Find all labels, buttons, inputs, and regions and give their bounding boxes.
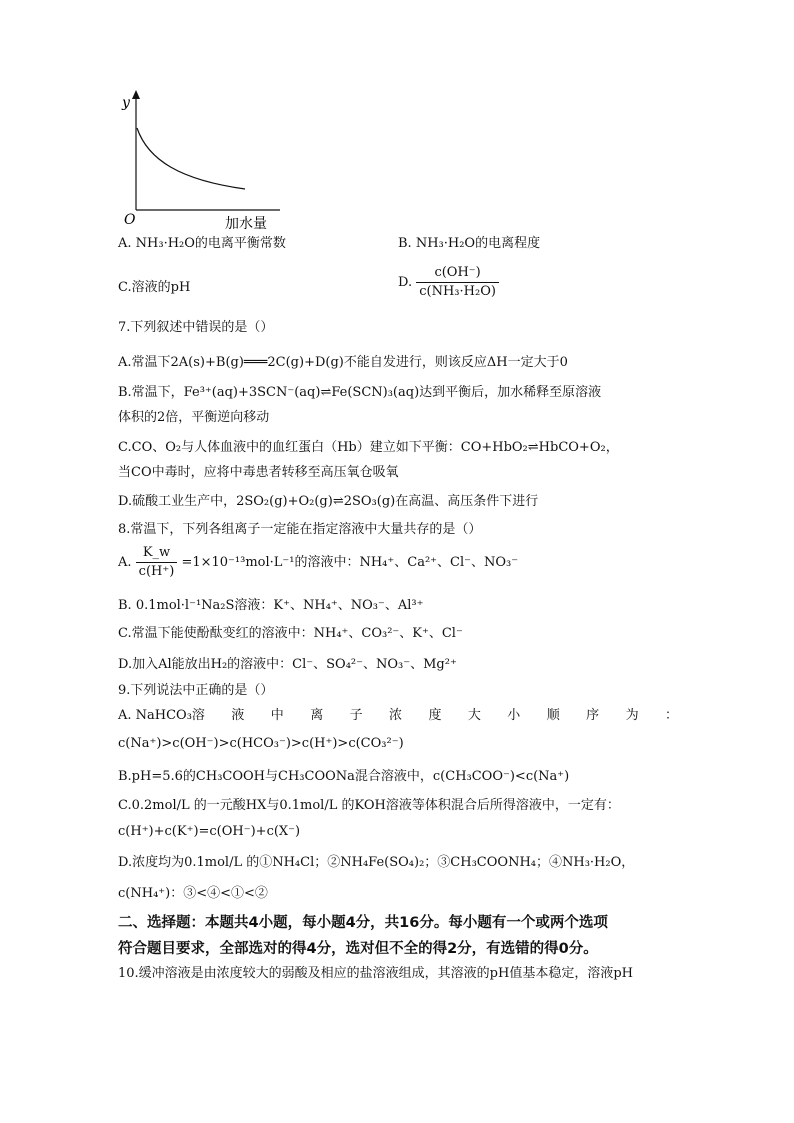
word: 小 [507,708,521,723]
q7-option-c-line2: 当CO中毒时，应将中毒患者转移至高压氧仓吸氧 [118,465,399,480]
q8-option-b: B. 0.1mol·l⁻¹Na₂S溶液：K⁺、NH₄⁺、NO₃⁻、Al³⁺ [118,598,424,613]
q8-option-d: D.加入Al能放出H₂的溶液中：Cl⁻、SO₄²⁻、NO₃⁻、Mg²⁺ [118,657,457,672]
dilution-graph [110,88,290,233]
q9-option-a-line1 [118,706,678,726]
q7-option-c-line1: C.CO、O₂与人体血液中的血红蛋白（Hb）建立如下平衡：CO+HbO₂⇌HbCO+O₂， [118,440,619,455]
origin-label: O [124,212,136,228]
word: 离 [310,708,324,723]
q6-option-b: B. NH₃·H₂O的电离程度 [398,236,541,251]
q7-stem: 7.下列叙述中错误的是（） [118,320,274,335]
word: 中 [270,708,284,723]
q9-option-c-line2: c(H⁺)+c(K⁺)=c(OH⁻)+c(X⁻) [118,824,301,839]
fraction-denominator: c(H⁺) [138,564,175,579]
word: 序 [586,708,600,723]
word: 度 [428,708,442,723]
q8-option-a-prefix: A. [118,555,132,570]
q6-option-d-fraction [416,264,499,301]
q8-option-a-rest: =1×10⁻¹³mol·L⁻¹的溶液中：NH₄⁺、Ca²⁺、Cl⁻、NO₃⁻ [181,555,519,570]
word: 浓 [389,708,403,723]
q7-option-d: D.硫酸工业生产中，2SO₂(g)+O₂(g)⇌2SO₃(g)在高温、高压条件下进行 [118,494,539,509]
word: 顺 [546,708,560,723]
word: 为 [625,708,639,723]
word: A. NaHCO₃溶 [118,708,205,723]
word: 子 [349,708,363,723]
word: ： [664,708,678,723]
q9-option-b: B.pH=5.6的CH₃COOH与CH₃COONa混合溶液中，c(CH₃COO⁻)<c(Na⁺) [118,769,570,784]
decay-curve [137,128,245,189]
fraction-numerator: K_w [136,544,178,563]
word: 大 [467,708,481,723]
q9-option-a-line2: c(Na⁺)>c(OH⁻)>c(HCO₃⁻)>c(H⁺)>c(CO₃²⁻) [118,736,404,751]
fraction-numerator: c(OH⁻) [416,264,499,283]
q6-option-a: A. NH₃·H₂O的电离平衡常数 [118,236,286,251]
q10-stem-line1: 10.缓冲溶液是由浓度较大的弱酸及相应的盐溶液组成，其溶液的pH值基本稳定，溶液pH [118,966,633,981]
q9-stem: 9.下列说法中正确的是（） [118,683,274,698]
q9-option-d-line1: D.浓度均为0.1mol/L 的①NH₄Cl；②NH₄Fe(SO₄)₂；③CH₃COONH₄；④NH₃·H₂O， [118,855,635,870]
section2-heading-line2: 符合题目要求，全部选对的得4分，选对但不全的得2分，有选错的得0分。 [118,941,598,957]
word: 液 [231,708,245,723]
q6-option-d-prefix: D. [398,275,413,290]
q9-option-d-line2: c(NH₄⁺)：③<④<①<② [118,886,268,901]
q7-option-b-line2: 体积的2倍，平衡逆向移动 [118,410,270,425]
y-axis-label: y [122,95,130,111]
q8-stem: 8.常温下，下列各组离子一定能在指定溶液中大量共存的是（） [118,522,482,537]
q8-option-a-fraction [136,544,178,581]
q7-option-b-line1: B.常温下，Fe³⁺(aq)+3SCN⁻(aq)⇌Fe(SCN)₃(aq)达到平衡后，加水稀释至原溶液 [118,385,602,400]
q7-option-a: A.常温下2A(s)+B(g)═══2C(g)+D(g)不能自发进行，则该反应ΔH一定大于0 [118,355,568,370]
y-axis-arrow [132,90,140,99]
q8-option-a [118,544,518,581]
x-axis-label: 加水量 [225,216,267,232]
q8-option-c: C.常温下能使酚酞变红的溶液中：NH₄⁺、CO₃²⁻、K⁺、Cl⁻ [118,626,463,641]
q6-option-c: C.溶液的pH [118,280,191,295]
section2-heading-line1: 二、选择题：本题共4小题，每小题4分，共16分。每小题有一个或两个选项 [118,915,608,931]
q9-option-c-line1: C.0.2mol/L 的一元酸HX与0.1mol/L 的KOH溶液等体积混合后所得溶液中，一定有： [118,798,620,813]
fraction-denominator: c(NH₃·H₂O) [419,284,496,299]
q6-option-d [398,264,499,301]
